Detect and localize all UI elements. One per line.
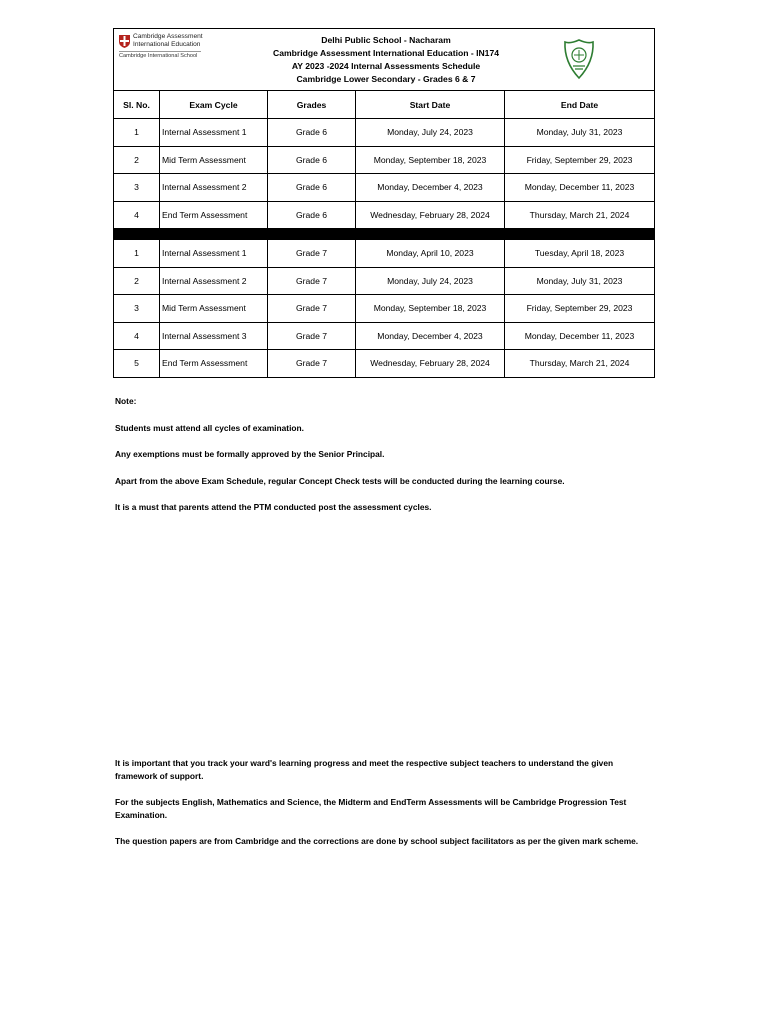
- note-item: Any exemptions must be formally approved by the Senior Principal.: [115, 449, 385, 459]
- cell-sl-no: 1: [114, 119, 160, 147]
- title-line: Cambridge Assessment International Education - IN174: [272, 47, 500, 58]
- section-separator: [114, 229, 655, 240]
- cell-start-date: Wednesday, February 28, 2024: [356, 350, 505, 378]
- cell-exam-cycle: End Term Assessment: [160, 350, 268, 378]
- cell-exam-cycle: Internal Assessment 2: [160, 174, 268, 202]
- cambridge-logo: [114, 29, 268, 91]
- schedule-sheet: [113, 28, 654, 378]
- table-row: [114, 295, 655, 323]
- notes-heading: Note:: [115, 396, 137, 406]
- cell-grade: Grade 7: [268, 322, 356, 350]
- schedule-table: [113, 28, 655, 378]
- cell-grade: Grade 7: [268, 240, 356, 268]
- table-row: [114, 201, 655, 229]
- cell-start-date: Monday, December 4, 2023: [356, 322, 505, 350]
- cell-end-date: Monday, July 31, 2023: [505, 119, 655, 147]
- note-item: It is a must that parents attend the PTM conducted post the assessment cycles.: [115, 502, 432, 512]
- col-start-date: Start Date: [356, 91, 505, 119]
- table-row: [114, 119, 655, 147]
- logo-line1: Cambridge Assessment: [133, 33, 203, 40]
- col-exam-cycle: Exam Cycle: [160, 91, 268, 119]
- logo-subtitle: Cambridge International School: [119, 51, 201, 59]
- cell-exam-cycle: Internal Assessment 1: [160, 240, 268, 268]
- table-row: [114, 240, 655, 268]
- title-line: Delhi Public School - Nacharam: [321, 34, 451, 45]
- cell-start-date: Monday, July 24, 2023: [356, 119, 505, 147]
- note-item: Apart from the above Exam Schedule, regular Concept Check tests will be conducted during the learning course.: [115, 475, 565, 486]
- cell-start-date: Monday, December 4, 2023: [356, 174, 505, 202]
- table-row: [114, 267, 655, 295]
- cell-end-date: Friday, September 29, 2023: [505, 146, 655, 174]
- cell-end-date: Thursday, March 21, 2024: [505, 350, 655, 378]
- table-row: [114, 146, 655, 174]
- cell-end-date: Friday, September 29, 2023: [505, 295, 655, 323]
- column-header-row: [114, 91, 655, 119]
- cell-grade: Grade 6: [268, 119, 356, 147]
- cell-end-date: Thursday, March 21, 2024: [505, 201, 655, 229]
- cell-exam-cycle: End Term Assessment: [160, 201, 268, 229]
- title-line: Cambridge Lower Secondary - Grades 6 & 7: [296, 73, 476, 84]
- footer-notes: [115, 757, 655, 848]
- crest-cell: [505, 29, 655, 91]
- col-sl-no: Sl. No.: [114, 91, 160, 119]
- footer-note: The question papers are from Cambridge and the corrections are done by school subject facilitators as per the given mark scheme.: [115, 836, 639, 846]
- cell-exam-cycle: Internal Assessment 1: [160, 119, 268, 147]
- grade6-rows: [114, 119, 655, 229]
- cell-end-date: Monday, December 11, 2023: [505, 174, 655, 202]
- cell-grade: Grade 6: [268, 174, 356, 202]
- cell-sl-no: 5: [114, 350, 160, 378]
- note-item: Students must attend all cycles of examination.: [115, 422, 304, 433]
- logo-line2: International Education: [133, 41, 201, 48]
- footer-note: It is important that you track your ward's learning progress and meet the respective subject teachers to understand the given framework of support.: [115, 758, 614, 781]
- cell-sl-no: 2: [114, 146, 160, 174]
- grade7-rows: [114, 240, 655, 378]
- table-row: [114, 174, 655, 202]
- cell-grade: Grade 7: [268, 295, 356, 323]
- cell-sl-no: 4: [114, 322, 160, 350]
- col-end-date: End Date: [505, 91, 655, 119]
- table-row: [114, 322, 655, 350]
- title-line: AY 2023 -2024 Internal Assessments Schedule: [291, 60, 481, 71]
- cell-end-date: Monday, December 11, 2023: [505, 322, 655, 350]
- cell-start-date: Wednesday, February 28, 2024: [356, 201, 505, 229]
- table-row: [114, 350, 655, 378]
- cell-start-date: Monday, September 18, 2023: [356, 295, 505, 323]
- cell-start-date: Monday, September 18, 2023: [356, 146, 505, 174]
- cell-exam-cycle: Mid Term Assessment: [160, 146, 268, 174]
- cell-sl-no: 2: [114, 267, 160, 295]
- cell-exam-cycle: Internal Assessment 3: [160, 322, 268, 350]
- cell-exam-cycle: Internal Assessment 2: [160, 267, 268, 295]
- cell-sl-no: 3: [114, 295, 160, 323]
- cell-sl-no: 4: [114, 201, 160, 229]
- cell-grade: Grade 6: [268, 201, 356, 229]
- cell-grade: Grade 6: [268, 146, 356, 174]
- notes-section: [115, 395, 655, 514]
- cell-exam-cycle: Mid Term Assessment: [160, 295, 268, 323]
- header-row: [114, 29, 655, 91]
- cell-end-date: Tuesday, April 18, 2023: [505, 240, 655, 268]
- school-crest-icon: [562, 38, 596, 80]
- cambridge-shield-icon: [119, 35, 130, 48]
- cell-sl-no: 1: [114, 240, 160, 268]
- col-grades: Grades: [268, 91, 356, 119]
- document-title: [268, 29, 505, 91]
- cell-grade: Grade 7: [268, 267, 356, 295]
- cell-start-date: Monday, July 24, 2023: [356, 267, 505, 295]
- cell-start-date: Monday, April 10, 2023: [356, 240, 505, 268]
- cell-sl-no: 3: [114, 174, 160, 202]
- cell-end-date: Monday, July 31, 2023: [505, 267, 655, 295]
- footer-note: For the subjects English, Mathematics and Science, the Midterm and EndTerm Assessments will be Cambridge Progression Test Examination.: [115, 797, 627, 820]
- cell-grade: Grade 7: [268, 350, 356, 378]
